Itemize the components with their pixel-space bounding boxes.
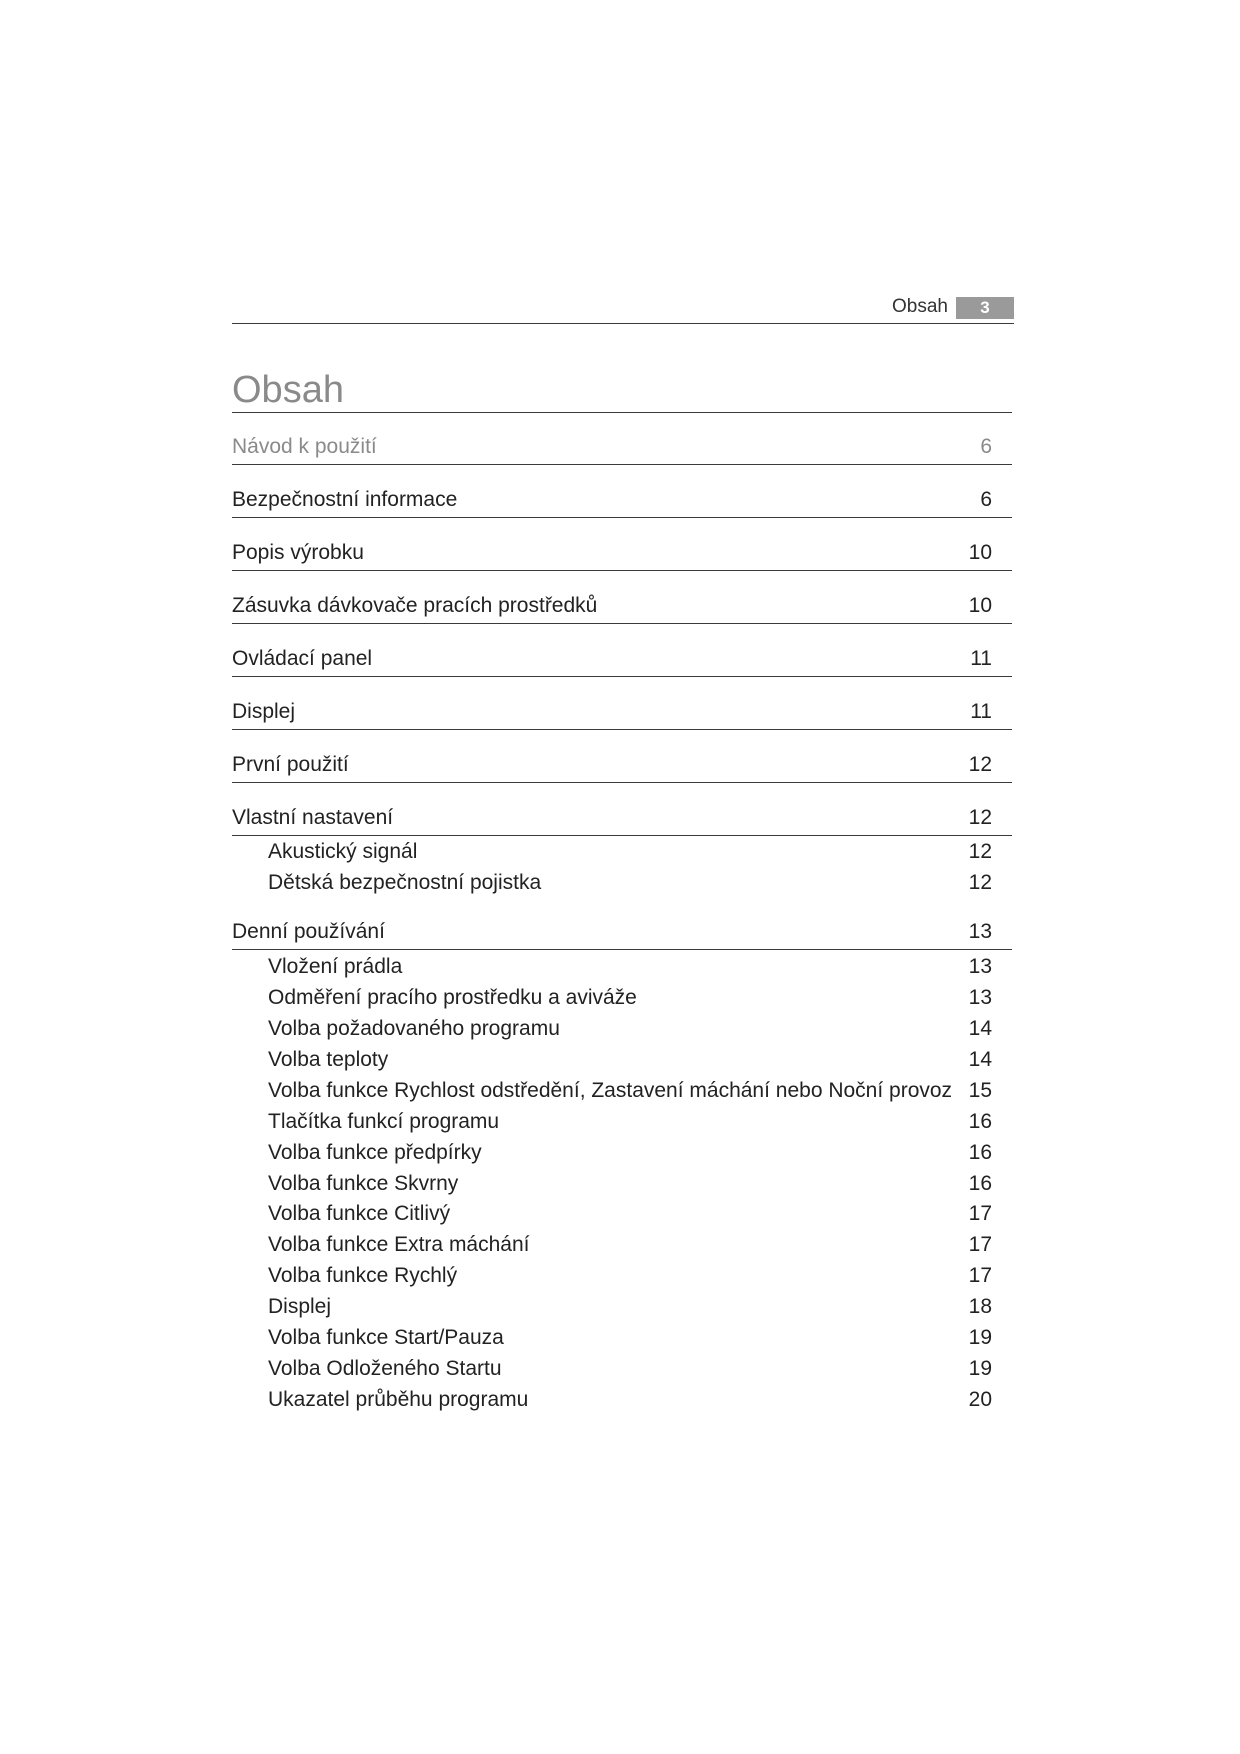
toc-subentry-title: Volba funkce Rychlý: [268, 1264, 458, 1287]
toc-subentry-title: Volba funkce Citlivý: [268, 1202, 451, 1225]
toc-subentry-title: Volba funkce předpírky: [268, 1141, 482, 1164]
toc-subentry[interactable]: [232, 1171, 1012, 1197]
toc-subentry-page: 14: [968, 1048, 992, 1071]
toc-subentry-title: Odměření pracího prostředku a aviváže: [268, 986, 637, 1009]
toc-subentry[interactable]: [232, 839, 1012, 865]
toc-entry-title: Zásuvka dávkovače pracích prostředků: [232, 594, 598, 617]
toc-subentry-page: 17: [968, 1233, 992, 1256]
toc-entry-title: Ovládací panel: [232, 647, 373, 670]
toc-subentry-page: 16: [968, 1110, 992, 1133]
toc-entry-title: Bezpečnostní informace: [232, 488, 458, 511]
toc-subentry[interactable]: [232, 1140, 1012, 1166]
toc-subentry[interactable]: [232, 985, 1012, 1011]
toc-subentry[interactable]: [232, 1016, 1012, 1042]
toc-entry-page: 12: [968, 806, 992, 829]
toc-entry-title: Návod k použití: [232, 435, 377, 458]
toc-subentry-page: 19: [968, 1326, 992, 1349]
toc-subentry-title: Akustický signál: [268, 840, 418, 863]
toc-subentry-title: Displej: [268, 1295, 332, 1318]
toc-entry[interactable]: [232, 699, 1012, 730]
page-number-badge: 3: [956, 297, 1014, 319]
toc-subentry-page: 18: [968, 1295, 992, 1318]
toc-subentry-page: 13: [968, 955, 992, 978]
toc-subentry-title: Volba Odloženého Startu: [268, 1357, 502, 1380]
toc-subentry-page: 14: [968, 1017, 992, 1040]
toc-subentry-page: 13: [968, 986, 992, 1009]
toc-entry[interactable]: [232, 919, 1012, 950]
toc-entry-page: 6: [980, 488, 992, 511]
toc-entry-title: Displej: [232, 700, 296, 723]
toc-subentry-title: Dětská bezpečnostní pojistka: [268, 871, 542, 894]
toc-subentry-page: 16: [968, 1172, 992, 1195]
toc-subentry-page: 16: [968, 1141, 992, 1164]
toc-subentry-title: Volba funkce Extra máchání: [268, 1233, 530, 1256]
toc-subentry-page: 17: [968, 1264, 992, 1287]
toc-subentry-page: 20: [968, 1388, 992, 1411]
toc-subentry-title: Volba funkce Start/Pauza: [268, 1326, 504, 1349]
toc-subentry[interactable]: [232, 1201, 1012, 1227]
toc-entry[interactable]: [232, 646, 1012, 677]
toc-subentry-title: Volba funkce Rychlost odstředění, Zastavení máchání nebo Noční provoz: [268, 1079, 953, 1102]
toc-entry[interactable]: [232, 434, 1012, 465]
toc-subentry-title: Ukazatel průběhu programu: [268, 1388, 529, 1411]
toc-subentry-page: 12: [968, 840, 992, 863]
toc-entry[interactable]: [232, 487, 1012, 518]
toc-entry-page: 12: [968, 753, 992, 776]
toc-entry[interactable]: [232, 805, 1012, 836]
toc-subentry[interactable]: [232, 1325, 1012, 1351]
toc-entry-page: 6: [980, 435, 992, 458]
toc-entry-page: 13: [968, 920, 992, 943]
toc-subentry-page: 17: [968, 1202, 992, 1225]
toc-subentry[interactable]: [232, 1356, 1012, 1382]
toc-entry[interactable]: [232, 540, 1012, 571]
toc-subentry[interactable]: [232, 1263, 1012, 1289]
toc-entry-page: 10: [968, 541, 992, 564]
toc-entry[interactable]: [232, 593, 1012, 624]
toc-entry-title: Popis výrobku: [232, 541, 364, 564]
toc-subentry[interactable]: [232, 1387, 1012, 1413]
toc-entry-page: 11: [970, 647, 992, 670]
toc-entry-title: První použití: [232, 753, 349, 776]
toc-subentry-page: 12: [968, 871, 992, 894]
toc-entry-title: Vlastní nastavení: [232, 806, 394, 829]
toc-entry-page: 11: [970, 700, 992, 723]
running-header: [232, 293, 1014, 324]
toc-subentry[interactable]: [232, 1294, 1012, 1320]
toc-subentry-title: Vložení prádla: [268, 955, 403, 978]
toc-subentry-page: 19: [968, 1357, 992, 1380]
toc-subentry[interactable]: [232, 1047, 1012, 1073]
toc-subentry-title: Volba teploty: [268, 1048, 389, 1071]
toc-entry[interactable]: [232, 752, 1012, 783]
toc-subentry[interactable]: [232, 1109, 1012, 1135]
page-title: Obsah: [232, 366, 1012, 413]
toc-subentry[interactable]: [232, 954, 1012, 980]
toc-subentry-page: 15: [968, 1079, 992, 1102]
toc-subentry-title: Volba funkce Skvrny: [268, 1172, 459, 1195]
toc-subentry[interactable]: [232, 870, 1012, 896]
toc-subentry-title: Volba požadovaného programu: [268, 1017, 560, 1040]
header-section-label: Obsah: [892, 296, 948, 317]
toc-subentry-title: Tlačítka funkcí programu: [268, 1110, 500, 1133]
toc-entry-title: Denní používání: [232, 920, 385, 943]
toc-subentry[interactable]: [232, 1078, 1012, 1104]
toc-entry-page: 10: [968, 594, 992, 617]
toc-subentry[interactable]: [232, 1232, 1012, 1258]
